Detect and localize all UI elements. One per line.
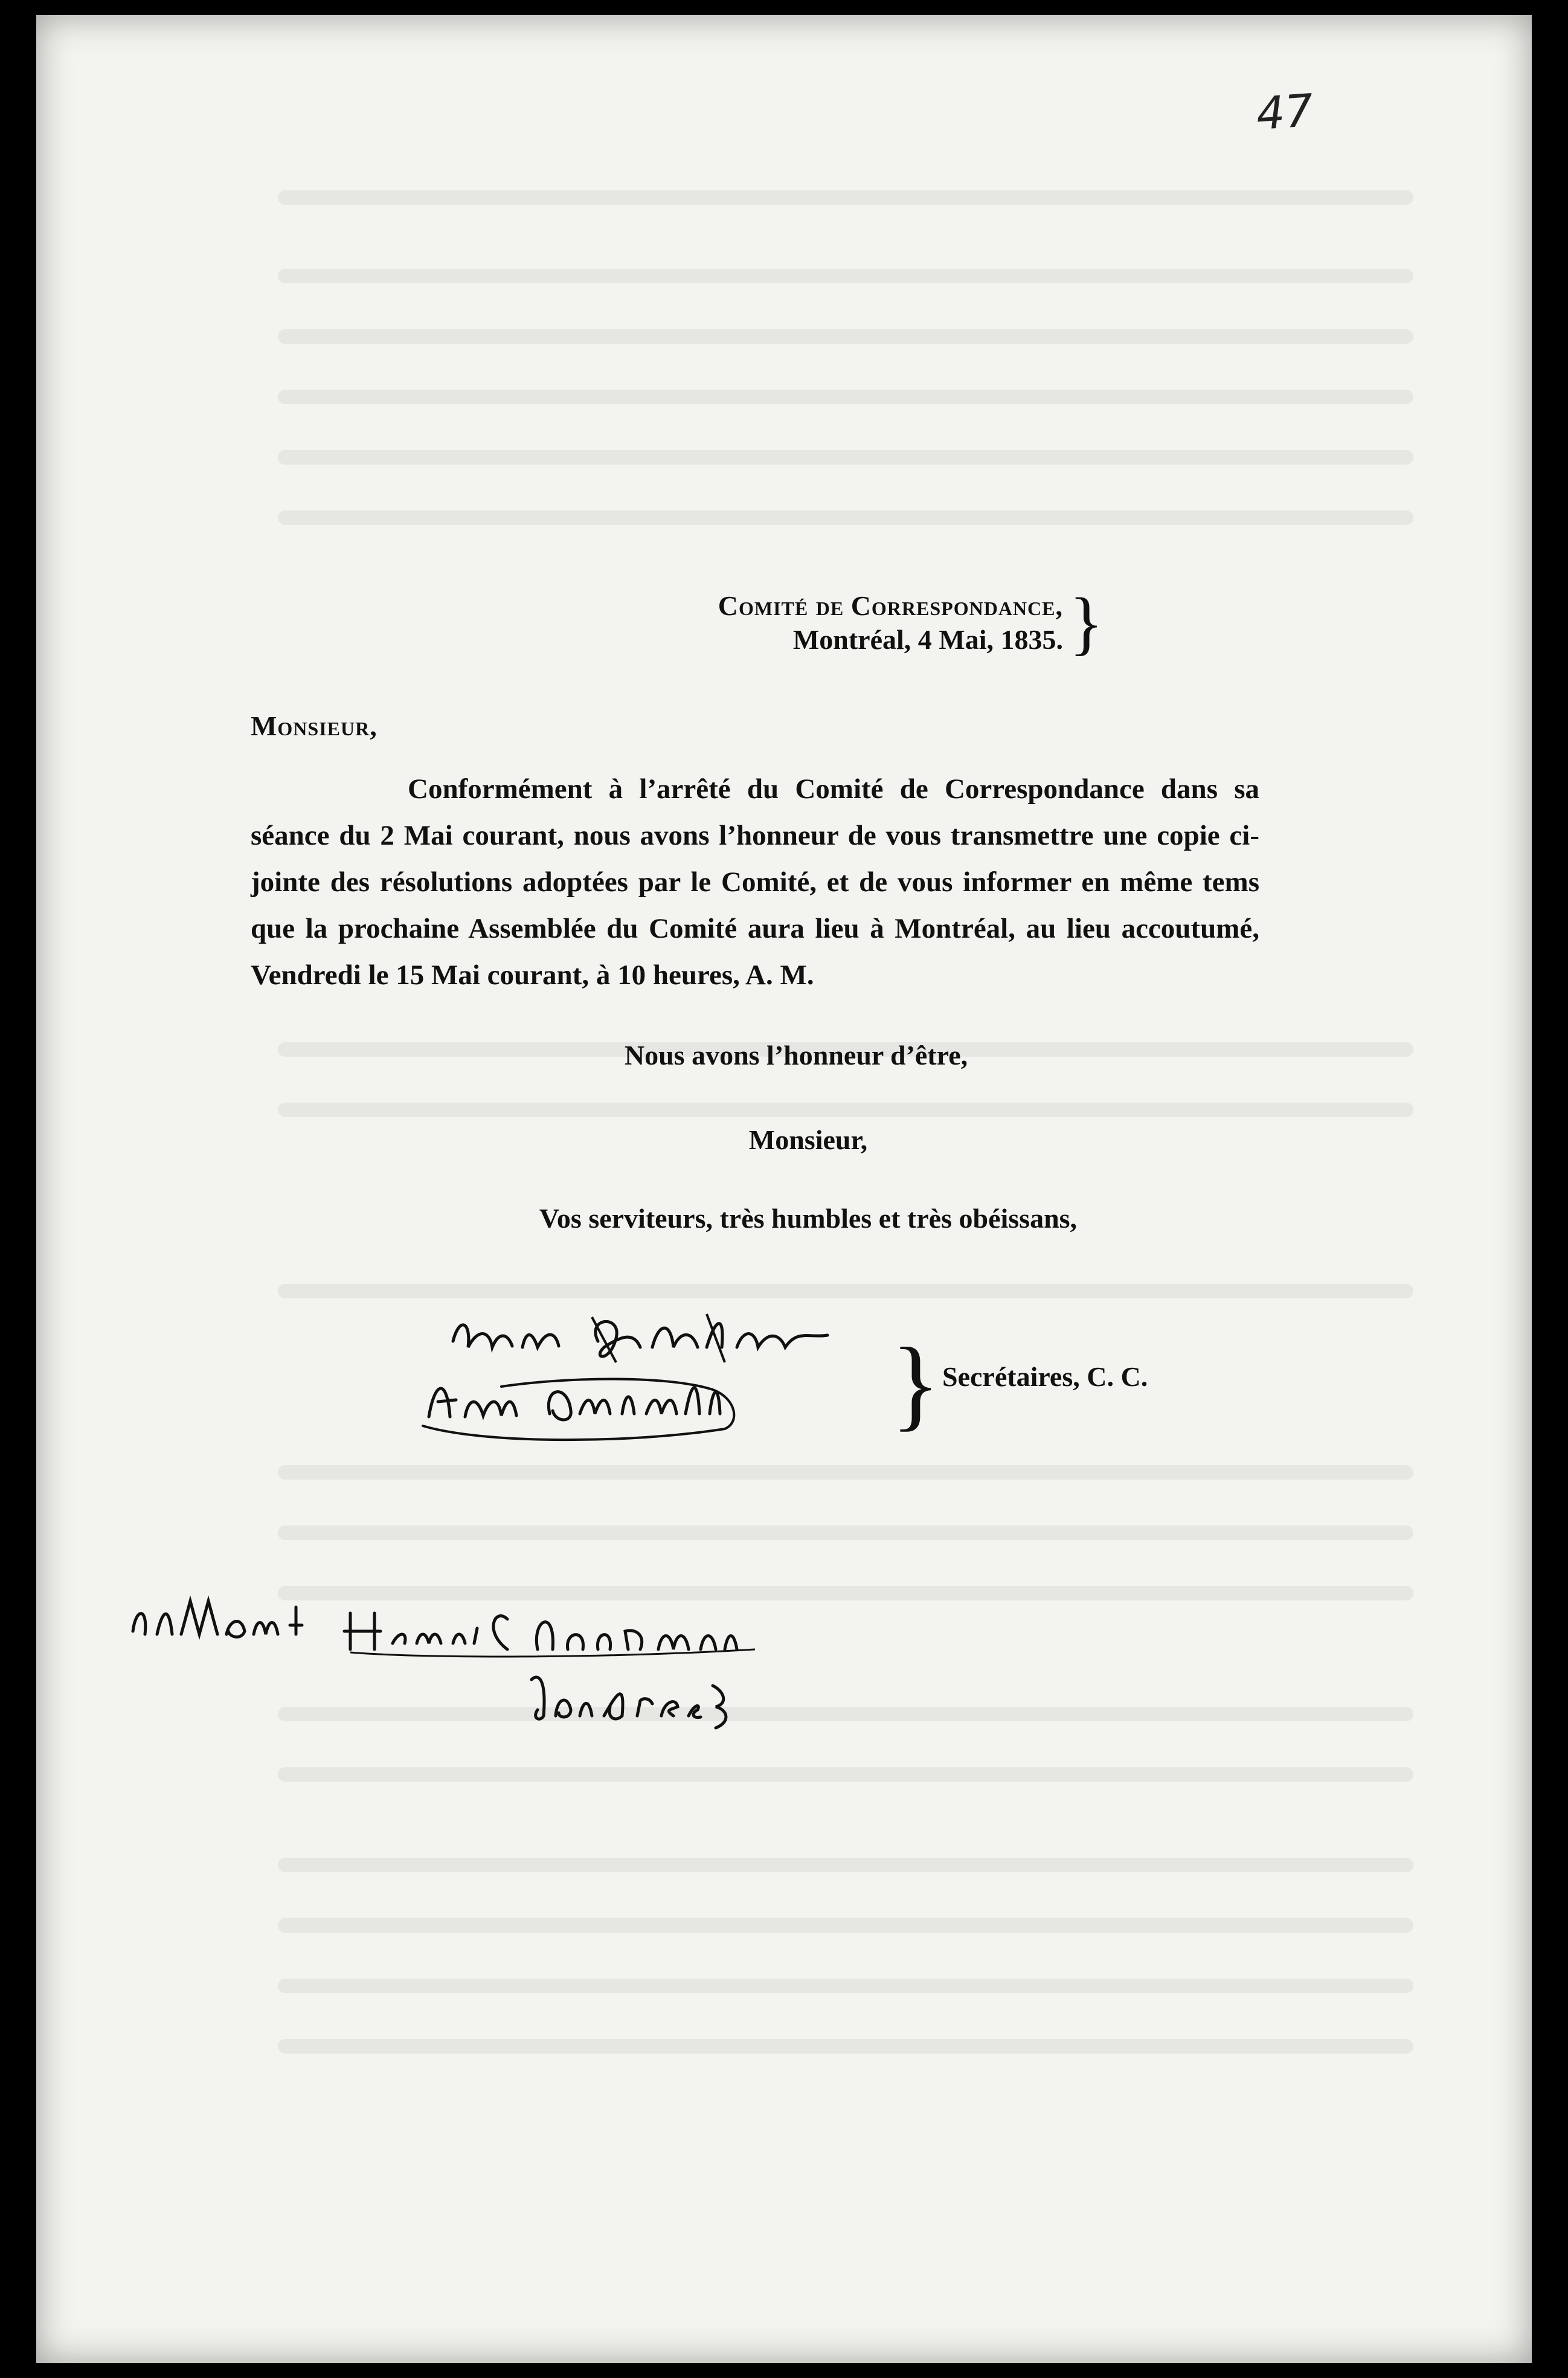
page-number: 47 bbox=[1255, 84, 1316, 141]
closing-line-3: Vos serviteurs, très humbles et très obéissans, bbox=[539, 1203, 1078, 1234]
letter-body: Conformément à l’arrêté du Comité de Correspondance dans sa séance du 2 Mai courant, nous avons l’honneur de vous transmettre une copie ci-jointe des résolutions adoptées par le Comité, et de vous informer en même tems que la prochaine Assemblée du Comité aura lieu à Montréal, au lieu accoutumé, Vendredi le 15 Mai courant, à 10 heures, A. M. bbox=[251, 773, 1259, 991]
secretaries-brace: } bbox=[891, 1327, 940, 1440]
letter-header bbox=[670, 583, 1129, 668]
committee-name: Correspondance, bbox=[850, 590, 1063, 621]
signature-andre-ouimette bbox=[411, 1362, 749, 1447]
secretaries-label: Secrétaires, C. C. bbox=[942, 1361, 1148, 1392]
salutation: Monsieur, bbox=[251, 710, 378, 741]
closing-line-2: Monsieur, bbox=[748, 1124, 868, 1155]
signature-louis-gosselin bbox=[441, 1305, 876, 1371]
committee-prefix: Comité de bbox=[718, 590, 844, 621]
place-date: Montréal, 4 Mai, 1835. bbox=[792, 624, 1063, 655]
closing-line-1: Nous avons l’honneur d’être, bbox=[624, 1040, 968, 1071]
header-brace: } bbox=[1069, 583, 1104, 662]
handwritten-address-city bbox=[519, 1661, 749, 1734]
document-page bbox=[36, 15, 1532, 2363]
